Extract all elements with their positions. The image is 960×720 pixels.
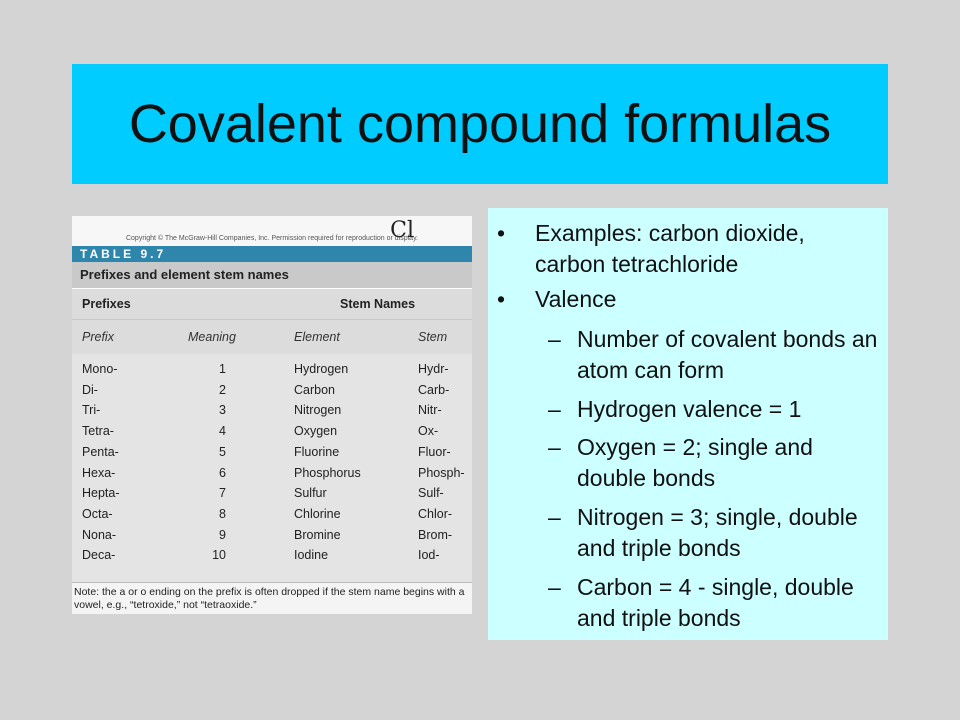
table-row (72, 445, 472, 465)
cell-element: Oxygen (294, 424, 338, 439)
cell-meaning: 7 (219, 486, 226, 501)
table-row (72, 466, 472, 486)
cell-element: Iodine (294, 548, 329, 563)
table-note-line-2: vowel, e.g., “tetroxide,” not “tetraoxide.” (74, 599, 257, 611)
bullet-panel (488, 208, 888, 640)
cell-stem: Carb- (418, 382, 450, 397)
cell-meaning: 2 (219, 382, 226, 397)
table-label: TABLE 9.7 (72, 246, 472, 262)
cell-prefix: Deca- (82, 548, 116, 563)
table-row (72, 528, 472, 548)
cell-element: Sulfur (294, 486, 327, 501)
dash-mark: – (548, 396, 561, 422)
sub-bullet-nitrogen: Nitrogen = 3; single, double and triple bonds (577, 504, 858, 561)
sub-bullet-oxygen: Oxygen = 2; single and double bonds (577, 434, 813, 491)
dash-mark: – (548, 434, 561, 460)
cell-stem: Hydr- (418, 362, 449, 376)
table-row (72, 362, 472, 382)
cell-meaning: 5 (219, 444, 226, 459)
cell-prefix: Tetra- (82, 424, 114, 439)
table-column-header (72, 319, 472, 354)
cell-meaning: 9 (219, 527, 226, 542)
bullet-examples: Examples: carbon dioxide, carbon tetrachloride (535, 220, 805, 277)
cell-meaning: 6 (219, 465, 226, 480)
cell-element: Carbon (294, 382, 335, 397)
bullet-valence: Valence (535, 286, 617, 312)
column-header-meaning: Meaning (188, 330, 236, 344)
table-group-header (72, 288, 472, 319)
group-header-prefixes: Prefixes (82, 297, 131, 311)
cell-element: Bromine (294, 527, 341, 542)
cell-element: Hydrogen (294, 362, 349, 376)
sub-bullet-definition: Number of covalent bonds an atom can form (577, 326, 878, 383)
dash-mark: – (548, 574, 561, 600)
cell-stem: Ox- (418, 424, 439, 439)
cell-prefix: Penta- (82, 444, 119, 459)
group-header-stem-names: Stem Names (340, 297, 416, 311)
table-row (72, 424, 472, 444)
slide-title: Covalent compound formulas (128, 94, 832, 154)
cell-stem: Iod- (418, 548, 440, 563)
cell-stem: Sulf- (418, 486, 444, 501)
title-bar (72, 64, 888, 184)
corner-mark: Cl (390, 218, 414, 243)
cell-stem: Phosph- (418, 465, 465, 480)
cell-stem: Fluor- (418, 444, 451, 459)
column-header-stem: Stem (418, 330, 448, 344)
cell-meaning: 10 (212, 548, 226, 563)
cell-prefix: Hepta- (82, 486, 120, 501)
table-row (72, 548, 472, 568)
cell-prefix: Octa- (82, 506, 113, 521)
cell-stem: Brom- (418, 527, 453, 542)
table-row (72, 507, 472, 527)
cell-element: Nitrogen (294, 403, 342, 418)
table-row (72, 383, 472, 403)
cell-element: Phosphorus (294, 465, 361, 480)
sub-bullet-carbon: Carbon = 4 - single, double and triple bonds (577, 574, 854, 631)
cell-meaning: 8 (219, 506, 226, 521)
copyright-text: Copyright © The McGraw-Hill Companies, Inc. Permission required for reproduction or display. (125, 235, 418, 242)
cell-meaning: 1 (219, 362, 226, 376)
cell-prefix: Di- (82, 382, 98, 397)
cell-meaning: 4 (219, 424, 226, 439)
column-header-element: Element (294, 330, 340, 344)
bullet-mark: • (497, 286, 506, 312)
table-row (72, 486, 472, 506)
cell-prefix: Tri- (82, 403, 101, 418)
table-note-line-1: Note: the a or o ending on the prefix is often dropped if the stem name begins with a (74, 586, 465, 598)
prefix-table-figure (72, 216, 472, 614)
table-copyright (72, 216, 472, 246)
cell-meaning: 3 (219, 403, 226, 418)
cell-prefix: Hexa- (82, 465, 116, 480)
bullet-mark: • (497, 220, 506, 246)
column-header-prefix: Prefix (82, 330, 114, 344)
sub-bullet-hydrogen: Hydrogen valence = 1 (577, 396, 802, 422)
cell-stem: Nitr- (418, 403, 442, 418)
dash-mark: – (548, 326, 561, 352)
table-caption: Prefixes and element stem names (72, 262, 472, 288)
cell-prefix: Nona- (82, 527, 117, 542)
table-note (72, 582, 472, 614)
cell-element: Chlorine (294, 506, 341, 521)
dash-mark: – (548, 504, 561, 530)
cell-stem: Chlor- (418, 506, 453, 521)
cell-prefix: Mono- (82, 362, 118, 376)
cell-element: Fluorine (294, 444, 340, 459)
table-body (72, 354, 472, 584)
table-row (72, 403, 472, 423)
